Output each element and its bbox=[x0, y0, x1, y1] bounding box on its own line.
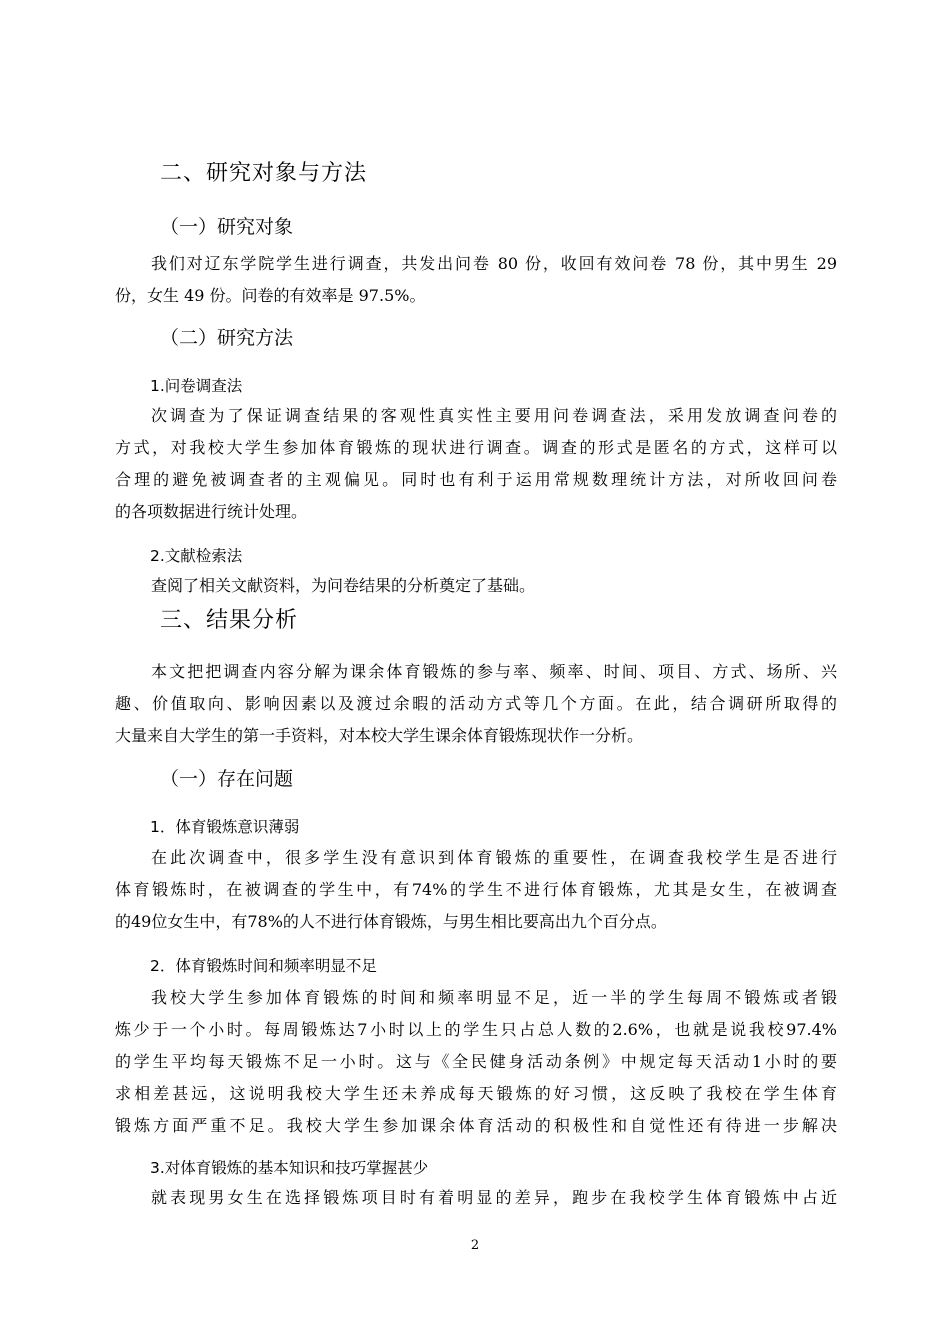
paragraph-line: 的49位女生中，有78%的人不进行体育锻炼，与男生相比要高出九个百分点。 bbox=[115, 912, 667, 931]
paragraph-line: 我校大学生参加体育锻炼的时间和频率明显不足，近一半的学生每周不锻炼或者锻 bbox=[151, 988, 837, 1007]
results-intro-paragraph bbox=[115, 656, 837, 752]
problem-1-heading: 1．体育锻炼意识薄弱 bbox=[150, 818, 300, 836]
paragraph-line: 体育锻炼时，在被调查的学生中，有74%的学生不进行体育锻炼，尤其是女生，在被调查 bbox=[115, 880, 837, 899]
section-2-2-heading: （二）研究方法 bbox=[160, 327, 294, 349]
paragraph-line: 的学生平均每天锻炼不足一小时。这与《全民健身活动条例》中规定每天活动1小时的要 bbox=[115, 1052, 837, 1071]
problem-2-paragraph bbox=[115, 982, 837, 1142]
section-2-1-heading: （一）研究对象 bbox=[160, 216, 294, 238]
paragraph-line: 的各项数据进行统计处理。 bbox=[115, 502, 308, 521]
paragraph-line: 求相差甚远，这说明我校大学生还未养成每天锻炼的好习惯，这反映了我校在学生体育 bbox=[115, 1084, 837, 1103]
paragraph-line: 炼少于一个小时。每周锻炼达7小时以上的学生只占总人数的2.6%，也就是说我校97.4% bbox=[115, 1020, 837, 1039]
paragraph-line: 次调查为了保证调查结果的客观性真实性主要用问卷调查法，采用发放调查问卷的 bbox=[151, 406, 837, 425]
method-1-paragraph bbox=[115, 400, 837, 528]
method-1-heading: 1.问卷调查法 bbox=[150, 377, 243, 395]
problem-2-heading: 2．体育锻炼时间和频率明显不足 bbox=[150, 957, 377, 975]
paragraph-line: 在此次调查中，很多学生没有意识到体育锻炼的重要性，在调查我校学生是否进行 bbox=[151, 848, 837, 867]
section-3-1-heading: （一）存在问题 bbox=[160, 768, 294, 790]
paragraph-line: 大量来自大学生的第一手资料，对本校大学生课余体育锻炼现状作一分析。 bbox=[115, 726, 644, 745]
paragraph-line: 份，女生 49 份。问卷的有效率是 97.5%。 bbox=[115, 286, 426, 305]
paragraph-line: 本文把把调查内容分解为课余体育锻炼的参与率、频率、时间、项目、方式、场所、兴 bbox=[151, 662, 837, 681]
research-subjects-paragraph bbox=[115, 248, 837, 312]
problem-1-paragraph bbox=[115, 842, 837, 938]
problem-3-paragraph bbox=[115, 1182, 837, 1214]
paragraph-line: 我们对辽东学院学生进行调查，共发出问卷 80 份，收回有效问卷 78 份，其中男生 29 bbox=[151, 254, 837, 273]
method-2-paragraph bbox=[115, 570, 837, 602]
paragraph-line: 趣、价值取向、影响因素以及渡过余暇的活动方式等几个方面。在此，结合调研所取得的 bbox=[115, 694, 837, 713]
paragraph-line: 查阅了相关文献资料，为问卷结果的分析奠定了基础。 bbox=[151, 576, 536, 595]
paragraph-line: 锻炼方面严重不足。我校大学生参加课余体育活动的积极性和自觉性还有待进一步解决 bbox=[115, 1116, 837, 1135]
paragraph-line: 方式，对我校大学生参加体育锻炼的现状进行调查。调查的形式是匿名的方式，这样可以 bbox=[115, 438, 837, 457]
method-2-heading: 2.文献检索法 bbox=[150, 547, 243, 565]
page-number: 2 bbox=[470, 1238, 480, 1253]
section-3-heading: 三、结果分析 bbox=[160, 608, 299, 633]
paragraph-line: 合理的避免被调查者的主观偏见。同时也有利于运用常规数理统计方法，对所收回问卷 bbox=[115, 470, 837, 489]
section-2-heading: 二、研究对象与方法 bbox=[160, 161, 368, 186]
paragraph-line: 就表现男女生在选择锻炼项目时有着明显的差异，跑步在我校学生体育锻炼中占近 bbox=[151, 1188, 837, 1207]
problem-3-heading: 3.对体育锻炼的基本知识和技巧掌握甚少 bbox=[150, 1159, 429, 1177]
